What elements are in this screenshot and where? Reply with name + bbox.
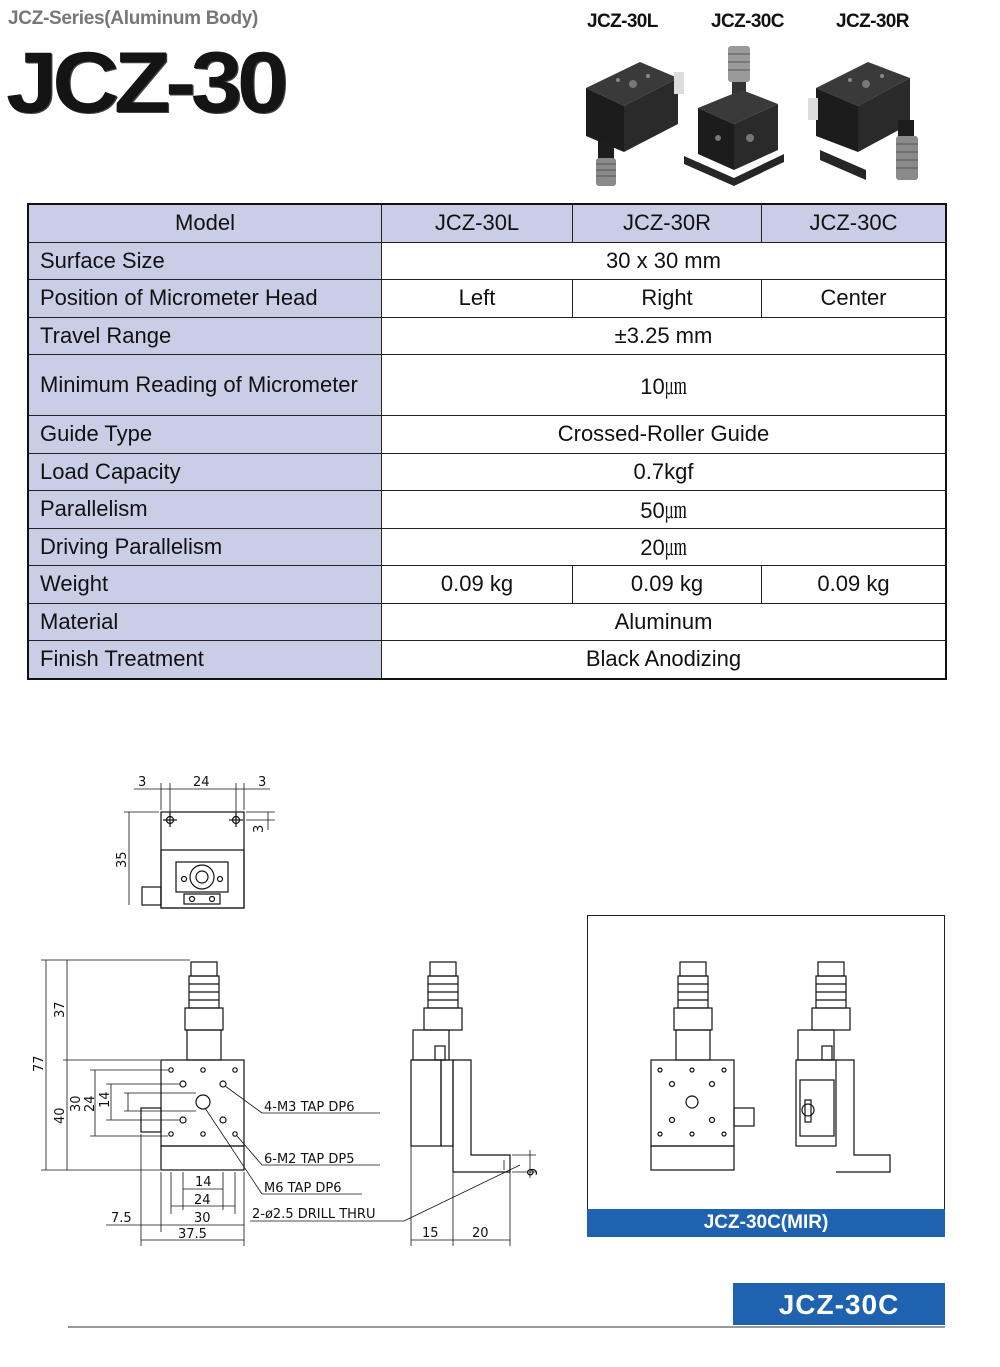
dim-14-h: 14 xyxy=(195,1175,212,1190)
dim-37-5: 37.5 xyxy=(178,1227,207,1242)
dim-15: 15 xyxy=(422,1226,439,1241)
dim-top-left: 3 xyxy=(138,775,147,790)
row-label: Position of Micrometer Head xyxy=(28,280,382,318)
dim-37: 37 xyxy=(53,1001,68,1018)
dim-14-v: 14 xyxy=(98,1091,113,1108)
row-value: Black Anodizing xyxy=(382,641,947,679)
row-label: Material xyxy=(28,603,382,641)
row-label: Minimum Reading of Micrometer xyxy=(28,355,382,416)
dim-24-h: 24 xyxy=(194,1193,211,1208)
callout-drill: 2-ø2.5 DRILL THRU xyxy=(252,1207,376,1222)
top-view-drawing xyxy=(124,783,275,908)
mir-label: JCZ-30C(MIR) xyxy=(587,1209,945,1237)
footer-divider xyxy=(68,1326,945,1328)
variant-label-left: JCZ-30L xyxy=(587,11,658,32)
dim-30-h: 30 xyxy=(194,1211,211,1226)
row-label: Finish Treatment xyxy=(28,641,382,679)
dim-77: 77 xyxy=(32,1055,47,1072)
footer-model-tab: JCZ-30C xyxy=(733,1283,945,1325)
dim-6: 6 xyxy=(523,1168,538,1177)
header-col-1: JCZ-30L xyxy=(382,204,573,242)
callout-m3: 4-M3 TAP DP6 xyxy=(264,1100,355,1115)
row-cell: Center xyxy=(762,280,947,318)
row-cell: Right xyxy=(573,280,762,318)
dim-20: 20 xyxy=(472,1226,489,1241)
row-value: 10㎛ xyxy=(382,355,947,416)
row-cell: Left xyxy=(382,280,573,318)
row-value: ±3.25 mm xyxy=(382,317,947,355)
row-label: Guide Type xyxy=(28,416,382,454)
row-value: 30 x 30 mm xyxy=(382,242,947,280)
callout-m6: M6 TAP DP6 xyxy=(264,1181,342,1196)
row-label: Driving Parallelism xyxy=(28,528,382,566)
callout-m2: 6-M2 TAP DP5 xyxy=(264,1152,355,1167)
row-value: 0.7kgf xyxy=(382,453,947,491)
row-label: Parallelism xyxy=(28,491,382,529)
row-cell: 0.09 kg xyxy=(382,566,573,604)
row-value: 20㎛ xyxy=(382,528,947,566)
side-view-drawing xyxy=(411,962,536,1246)
row-label: Weight xyxy=(28,566,382,604)
series-title: JCZ-Series(Aluminum Body) xyxy=(8,8,259,29)
row-cell: 0.09 kg xyxy=(762,566,947,604)
dim-30-v: 30 xyxy=(69,1095,84,1112)
dim-24-v: 24 xyxy=(83,1095,98,1112)
row-label: Load Capacity xyxy=(28,453,382,491)
header-col-3: JCZ-30C xyxy=(762,204,947,242)
row-cell: 0.09 kg xyxy=(573,566,762,604)
header-col-2: JCZ-30R xyxy=(573,204,762,242)
row-value: 50㎛ xyxy=(382,491,947,529)
row-value: Aluminum xyxy=(382,603,947,641)
variant-label-center: JCZ-30C xyxy=(711,11,784,32)
row-value: Crossed-Roller Guide xyxy=(382,416,947,454)
mir-frame xyxy=(587,915,945,1237)
variant-label-right: JCZ-30R xyxy=(836,11,909,32)
dim-top-mid: 24 xyxy=(193,775,210,790)
header-model: Model xyxy=(28,204,382,242)
dim-top-height: 35 xyxy=(115,851,130,868)
dim-top-side: 3 xyxy=(252,824,267,833)
row-label: Surface Size xyxy=(28,242,382,280)
page-title: JCZ-30 xyxy=(6,35,284,131)
dim-top-right: 3 xyxy=(258,775,267,790)
dim-7-5: 7.5 xyxy=(111,1211,132,1226)
row-label: Travel Range xyxy=(28,317,382,355)
dim-40: 40 xyxy=(53,1107,68,1124)
